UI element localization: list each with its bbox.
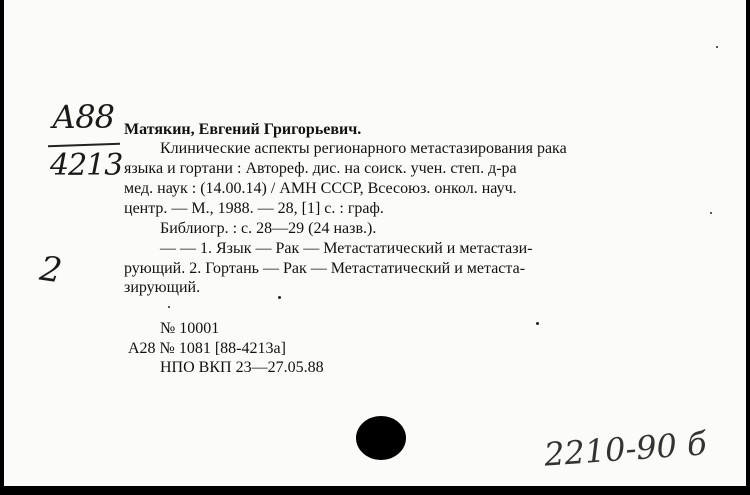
npo-line: НПО ВКП 23—27.05.88 [160,359,324,376]
description-line: мед. наук : (14.00.14) / АМН СССР, Всесоюз. онкол. науч. [124,180,517,197]
punch-hole [356,416,406,460]
speck [536,322,539,325]
inventory-handwritten: 2210-90 б [542,424,708,474]
catalog-card [4,0,746,486]
speck [278,296,281,299]
subjects-line: рующий. 2. Гортань — Рак — Метастатический и метаста- [124,260,526,277]
description-line: Клинические аспекты регионарного метастазирования рака [160,140,567,157]
registration-number: А28 № 1081 [88-4213а] [128,340,286,357]
description-line: центр. — М., 1988. — 28, [1] с. : граф. [124,200,384,217]
shelfmark-bottom: 4213 [50,148,123,183]
record-number: № 10001 [160,320,220,337]
speck [716,46,718,48]
speck [710,212,712,214]
subjects-line: — — 1. Язык — Рак — Метастатический и метастази- [160,240,533,257]
shelfmark-divider [48,143,120,148]
author-heading: Матякин, Евгений Григорьевич. [124,121,362,138]
bibliography-note: Библиогр. : с. 28—29 (24 назв.). [160,220,377,237]
shelfmark-top: А88 [52,98,114,136]
speck [168,306,170,308]
margin-mark: 2 [37,248,65,292]
description-line: языка и гортани : Автореф. дис. на соиск. учен. степ. д-ра [124,160,517,177]
subjects-line: зирующий. [124,279,201,296]
